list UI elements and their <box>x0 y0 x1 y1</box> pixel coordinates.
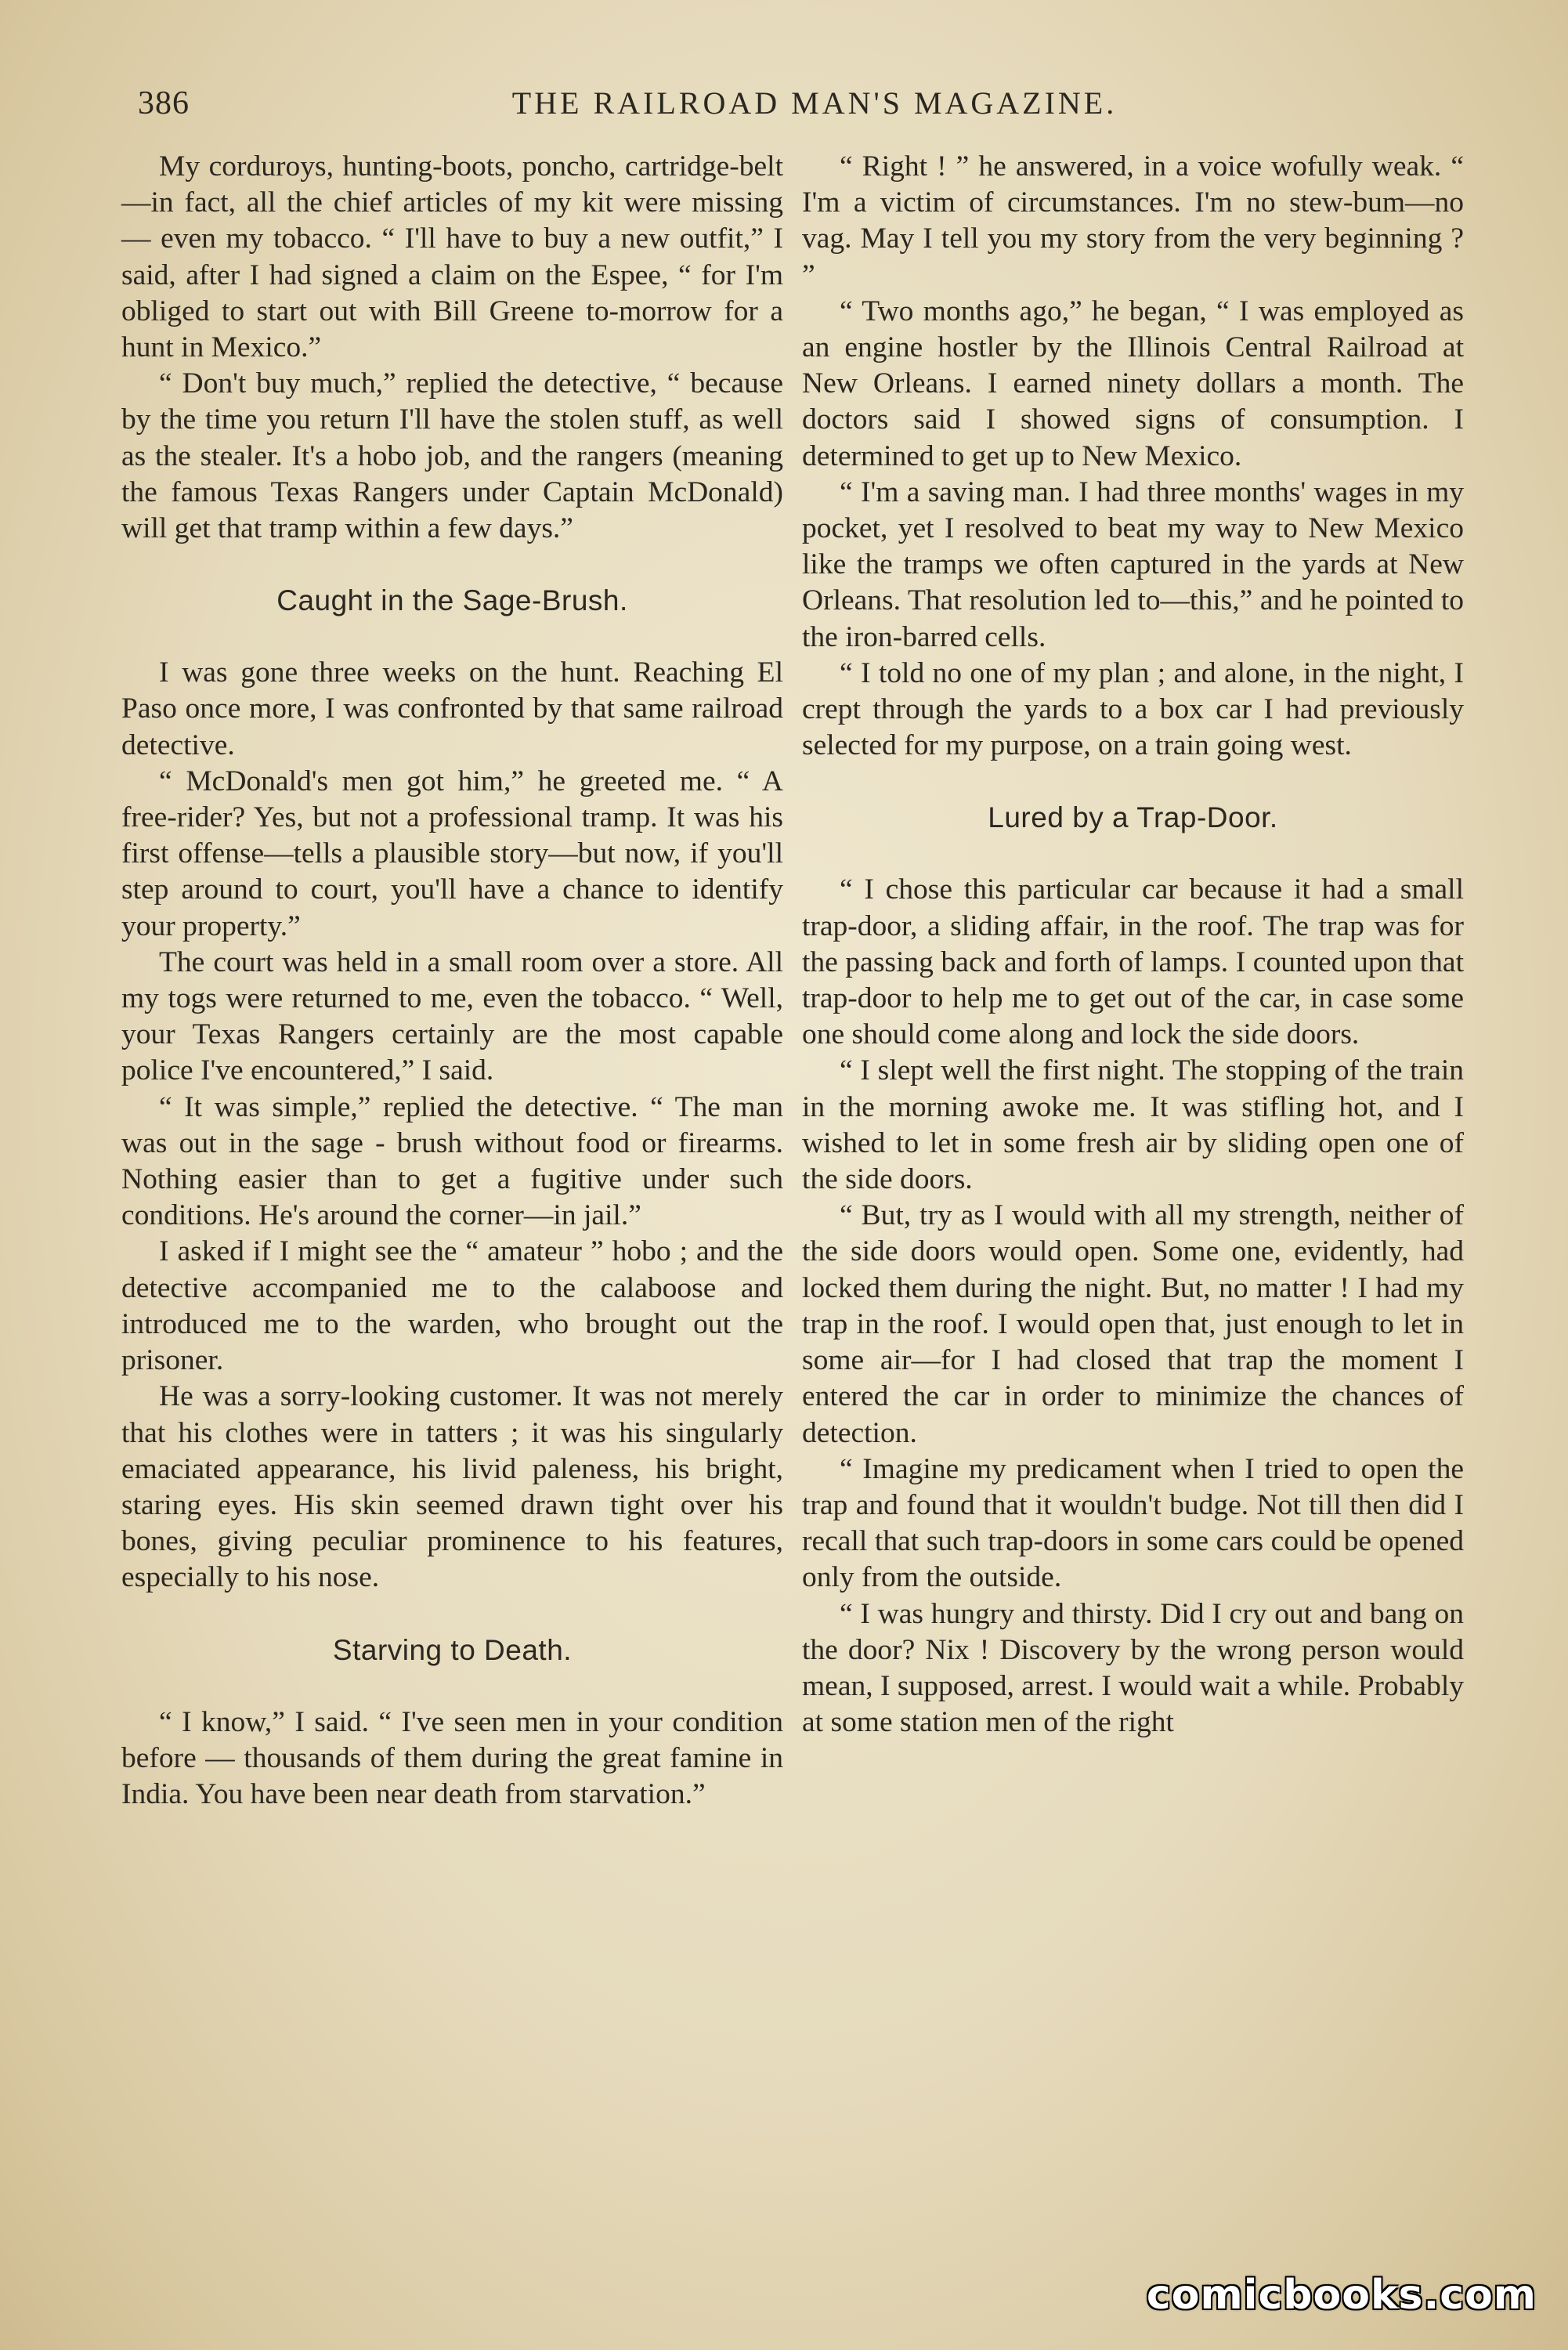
paragraph: “ I was hungry and thirsty. Did I cry out and bang on the door? Nix ! Discovery by the wrong person would mean, I supposed, arrest. I would wait a while. Probably at some station men of the right <box>802 1597 1464 1739</box>
page-number: 386 <box>138 85 190 121</box>
paragraph: “ Two months ago,” he began, “ I was employed as an engine hostler by the Illinois Central Railroad at New Orleans. I earned ninety dollars a month. The doctors said I showed signs of consumption. I determined to get up to New Mexico. <box>802 295 1464 472</box>
running-title: THE RAILROAD MAN'S MAGAZINE. <box>511 85 1118 121</box>
paragraph: The court was held in a small room over a store. All my togs were returned to me, even the tobacco. “ Well, your Texas Rangers certainly are the most capable police I've encountered,” I said. <box>121 945 783 1087</box>
paragraph: “ It was simple,” replied the detective. “ The man was out in the sage - brush without food or firearms. Nothing easier than to get a fugitive under such conditions. He's around the corner—in jail.” <box>121 1090 783 1232</box>
section-heading: Caught in the Sage-Brush. <box>276 584 628 617</box>
paragraph: “ Imagine my predicament when I tried to open the trap and found that it wouldn't budge. Not till then did I recall that such trap-doors in some cars could be opened only from the outside. <box>802 1452 1464 1594</box>
paragraph: “ I told no one of my plan ; and alone, in the night, I crept through the yards to a box car I had previously selected for my purpose, on a train going west. <box>802 656 1464 762</box>
paragraph: “ McDonald's men got him,” he greeted me. “ A free-rider? Yes, but not a professional tramp. It was his first offense—tells a plausible story—but now, if you'll step around to court, you'll have a chance to identify your property.” <box>121 765 783 942</box>
right-column <box>802 149 1464 1741</box>
paragraph: “ I know,” I said. “ I've seen men in your condition before — thousands of them during the great famine in India. You have been near death from starvation.” <box>121 1705 783 1810</box>
paragraph: “ I chose this particular car because it had a small trap-door, a sliding affair, in the roof. The trap was for the passing back and forth of lamps. I counted upon that trap-door to help me to get out of the car, in case some one should come along and lock the side doors. <box>802 873 1464 1051</box>
section-heading: Starving to Death. <box>332 1633 573 1666</box>
left-column <box>121 149 783 1813</box>
paragraph: “ Right ! ” he answered, in a voice wofully weak. “ I'm a victim of circumstances. I'm no stew-bum—no vag. May I tell you my story from the very beginning ? ” <box>802 150 1464 291</box>
paragraph: My corduroys, hunting-boots, poncho, cartridge-belt—in fact, all the chief articles of my kit were missing — even my tobacco. “ I'll have to buy a new outfit,” I said, after I had signed a claim on the Espee, “ for I'm obliged to start out with Bill Greene to-morrow for a hunt in Mexico.” <box>121 150 783 364</box>
section-heading: Lured by a Trap-Door. <box>988 801 1278 834</box>
paragraph: He was a sorry-looking customer. It was not merely that his clothes were in tatters ; it was his singularly emaciated appearance, his livid paleness, his bright, staring eyes. His skin seemed drawn tight over his bones, giving peculiar prominence to his features, especially to his nose. <box>121 1380 783 1594</box>
paragraph: “ But, try as I would with all my strength, neither of the side doors would open. Some one, evidently, had locked them during the night. But, no matter ! I had my trap in the roof. I would open that, just enough to let in some air—for I had closed that trap the moment I entered the car in order to minimize the chances of detection. <box>802 1199 1464 1449</box>
paragraph: “ I'm a saving man. I had three months' wages in my pocket, yet I resolved to beat my way to New Mexico like the tramps we often captured in the yards at New Orleans. That resolution led to—this,” and he pointed to the iron-barred cells. <box>802 475 1464 653</box>
paragraph: I was gone three weeks on the hunt. Reaching El Paso once more, I was confronted by that same railroad detective. <box>121 656 783 761</box>
paragraph: “ I slept well the first night. The stopping of the train in the morning awoke me. It was stifling hot, and I wished to let in some fresh air by sliding open one of the side doors. <box>802 1054 1464 1196</box>
paragraph: I asked if I might see the “ amateur ” hobo ; and the detective accompanied me to the calaboose and introduced me to the warden, who brought out the prisoner. <box>121 1235 783 1377</box>
watermark: comicbooks.com <box>1146 2272 1537 2319</box>
paragraph: “ Don't buy much,” replied the detective, “ because by the time you return I'll have the stolen stuff, as well as the stealer. It's a hobo job, and the rangers (meaning the famous Texas Rangers under Captain McDonald) will get that tramp within a few days.” <box>121 367 783 545</box>
